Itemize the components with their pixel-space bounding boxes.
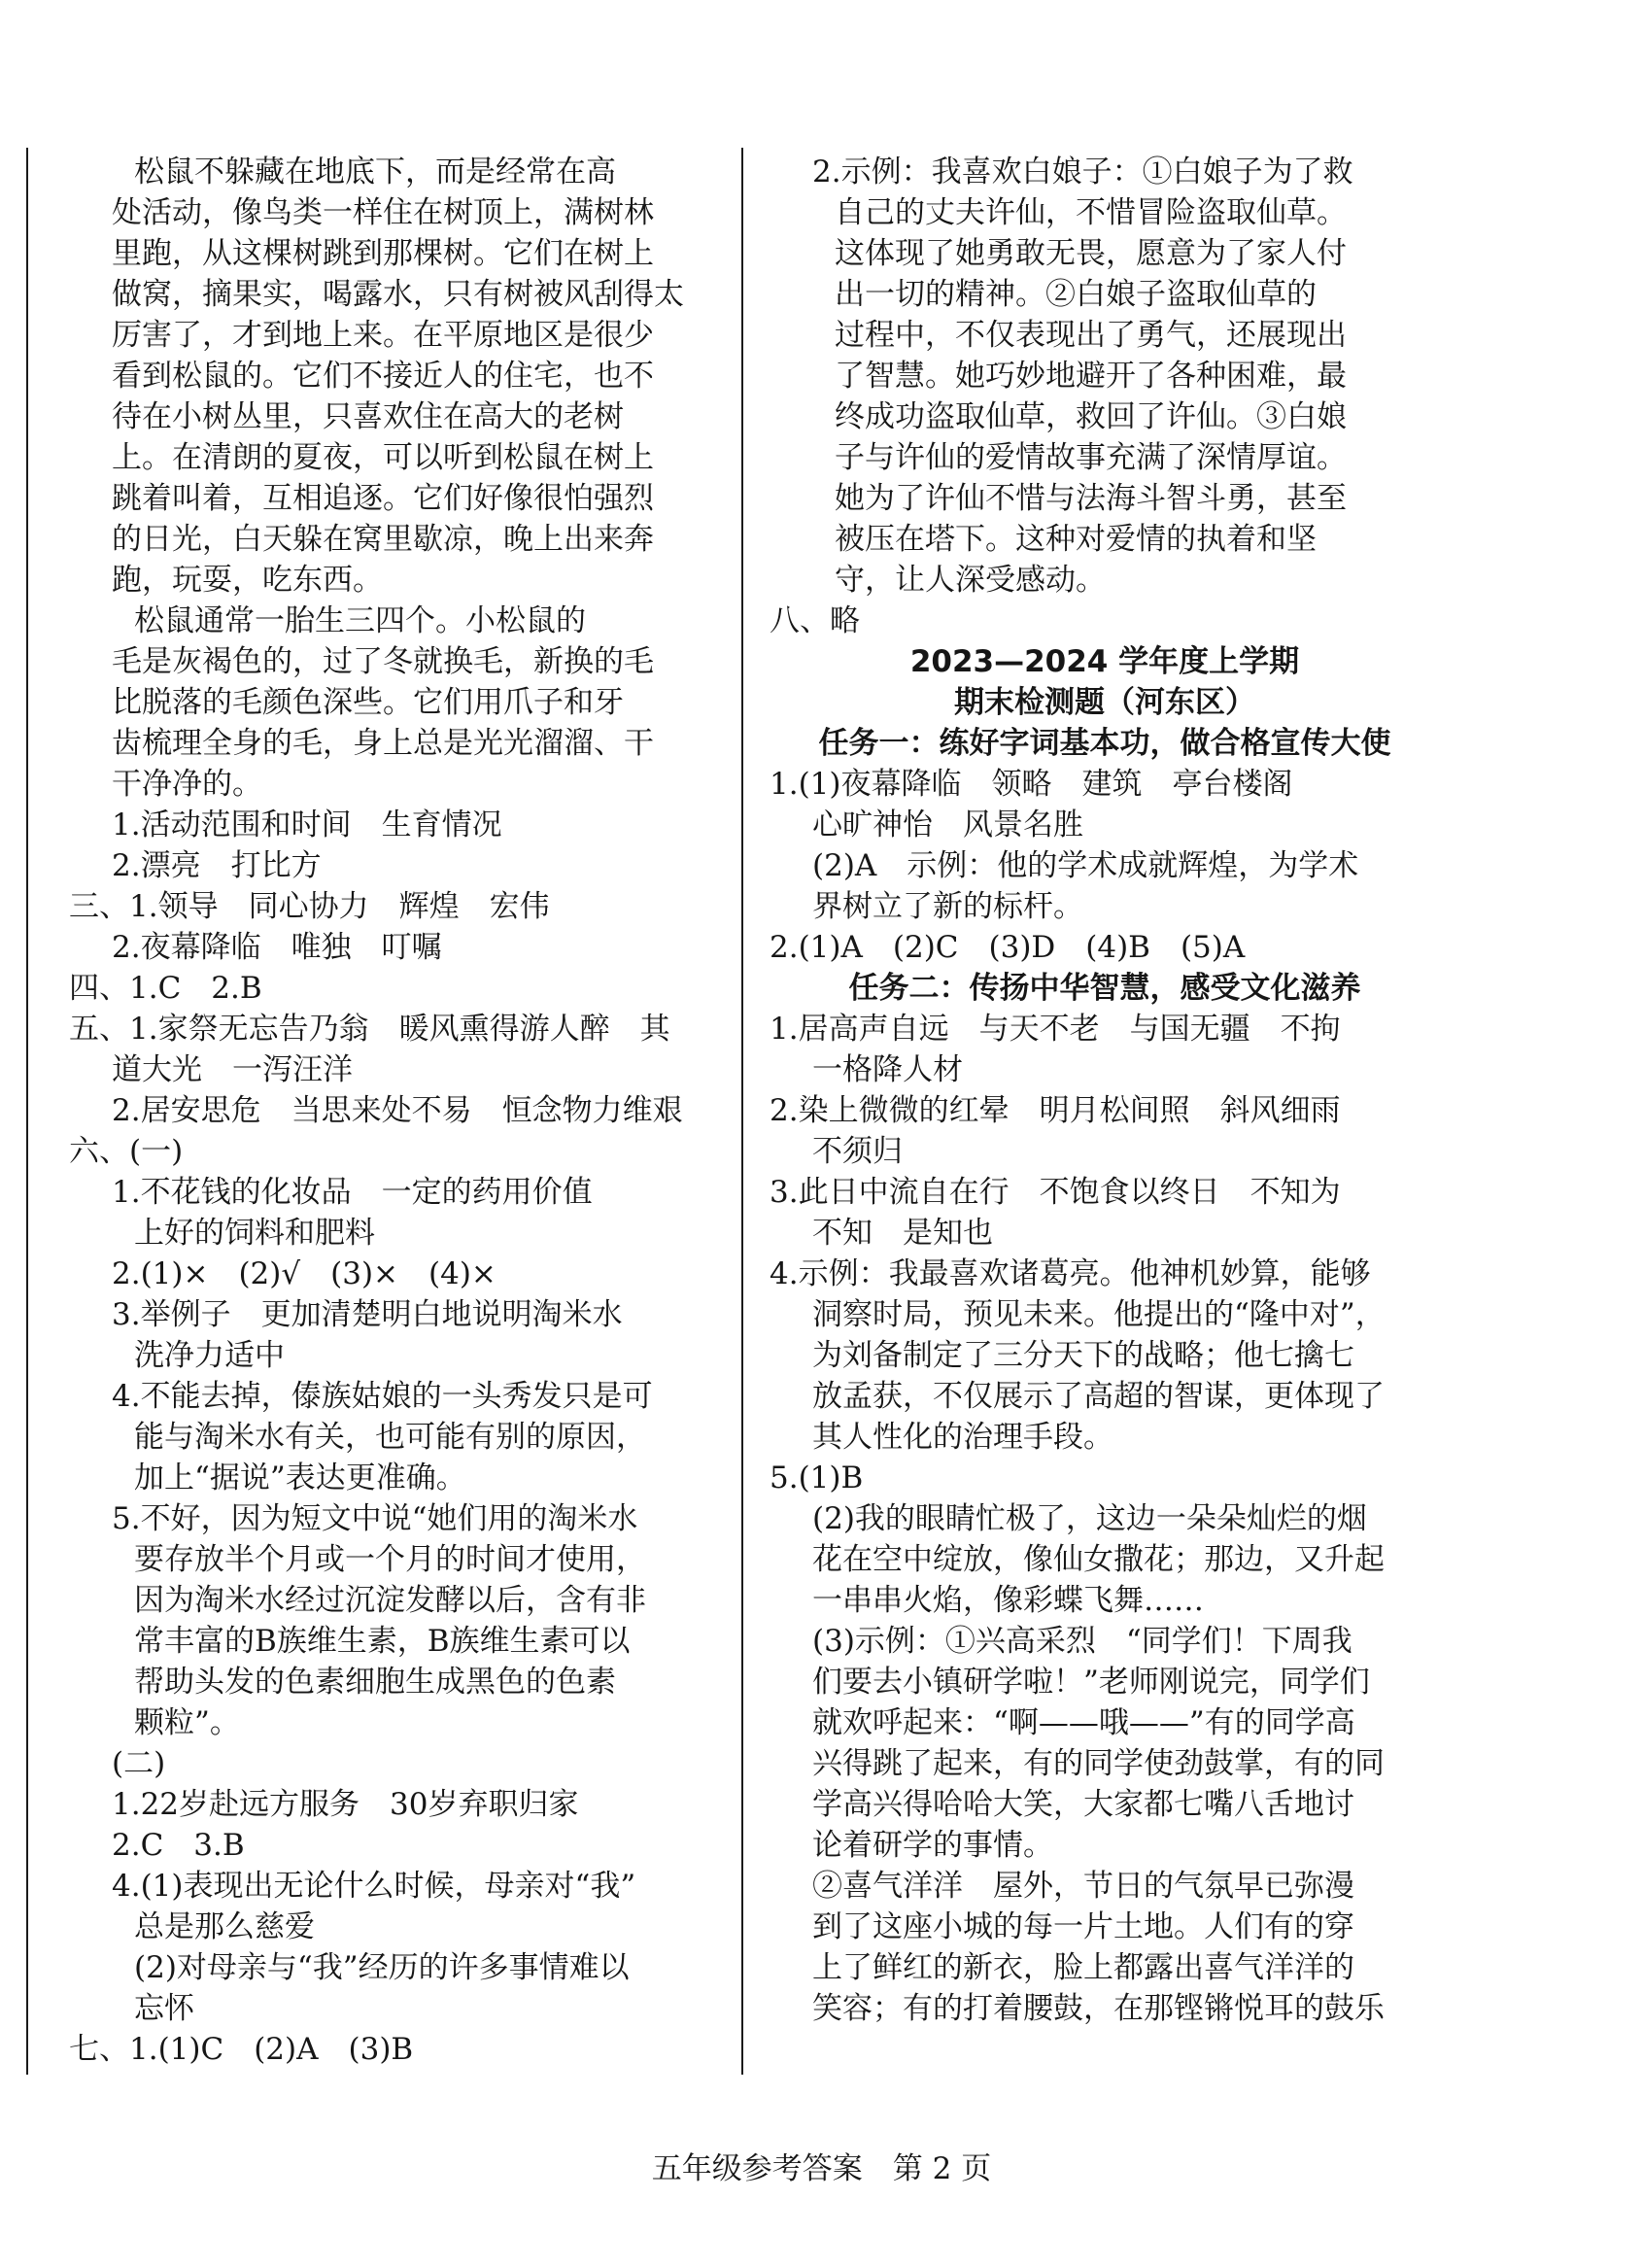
text-line: 常丰富的B族维生素，B族维生素可以 [134, 1624, 631, 1659]
text-line: 上好的饲料和肥料 [134, 1216, 375, 1251]
text-line: 不知 是知也 [812, 1216, 993, 1251]
text-line: 三、1.领导 同心协力 辉煌 宏伟 [69, 889, 550, 924]
text-line: 一格降人材 [812, 1052, 963, 1087]
text-line: 子与许仙的爱情故事充满了深情厚谊。 [835, 440, 1347, 475]
text-line: 的日光，白天躲在窝里歇凉，晚上出来奔 [112, 522, 654, 557]
text-line: 论着研学的事情。 [812, 1828, 1053, 1863]
text-line: 们要去小镇研学啦！”老师刚说完，同学们 [812, 1665, 1370, 1700]
text-line: 一串串火焰，像彩蝶飞舞…… [812, 1583, 1204, 1618]
text-line: 5.不好，因为短文中说“她们用的淘米水 [112, 1501, 638, 1536]
text-line: 就欢呼起来：“啊——哦——”有的同学高 [812, 1705, 1355, 1740]
text-line: 2.(1)× (2)√ (3)× (4)× [112, 1256, 496, 1291]
text-line: 2.C 3.B [112, 1828, 245, 1863]
text-line: 其人性化的治理手段。 [812, 1420, 1113, 1455]
page-footer: 五年级参考答案 第 2 页 [651, 2151, 992, 2186]
text-line: 做窝，摘果实，喝露水，只有树被风刮得太 [112, 277, 684, 312]
text-line: 上。在清朗的夏夜，可以听到松鼠在树上 [112, 440, 654, 475]
text-line: 过程中，不仅表现出了勇气，还展现出 [835, 318, 1347, 353]
text-line: 了智慧。她巧妙地避开了各种困难，最 [835, 359, 1347, 394]
left-margin-rule [26, 148, 28, 2075]
text-line: 2.示例：我喜欢白娘子：①白娘子为了救 [812, 155, 1353, 189]
text-line: 洞察时局，预见未来。他提出的“隆中对”， [812, 1297, 1386, 1332]
text-line: 为刘备制定了三分天下的战略；他七擒七 [812, 1338, 1354, 1373]
text-line: 要存放半个月或一个月的时间才使用， [134, 1542, 646, 1577]
left-column [69, 152, 705, 2070]
text-line: (2)A 示例：他的学术成就辉煌，为学术 [812, 848, 1359, 883]
text-line: 她为了许仙不惜与法海斗智斗勇，甚至 [835, 481, 1347, 516]
text-line: 5.(1)B [770, 1460, 864, 1495]
section-heading: 任务二：传扬中华智慧，感受文化滋养 [848, 971, 1361, 1006]
text-line: 八、略 [770, 603, 860, 638]
section-heading: 2023—2024 学年度上学期 [909, 644, 1300, 679]
text-line: 出一切的精神。②白娘子盗取仙草的 [835, 277, 1317, 312]
text-line: (3)示例：①兴高采烈 “同学们！下周我 [812, 1624, 1352, 1659]
text-line: 待在小树丛里，只喜欢住在高大的老树 [112, 399, 624, 434]
text-line: 1.活动范围和时间 生育情况 [112, 808, 502, 842]
text-line: 守，让人深受感动。 [835, 563, 1106, 598]
text-line: (2)我的眼睛忙极了，这边一朵朵灿烂的烟 [812, 1501, 1367, 1536]
text-line: 1.(1)夜幕降临 领略 建筑 亭台楼阁 [770, 767, 1293, 802]
text-line: 4.不能去掉，傣族姑娘的一头秀发只是可 [112, 1379, 653, 1414]
text-line: 终成功盗取仙草，救回了许仙。③白娘 [835, 399, 1347, 434]
text-line: 干净净的。 [112, 767, 262, 802]
text-line: 这体现了她勇敢无畏，愿意为了家人付 [835, 236, 1347, 271]
text-line: 花在空中绽放，像仙女撒花；那边，又升起 [812, 1542, 1385, 1577]
text-line: 总是那么慈爱 [134, 1909, 315, 1944]
text-line: 四、1.C 2.B [69, 971, 262, 1006]
text-line: 松鼠通常一胎生三四个。小松鼠的 [134, 603, 586, 638]
text-line: 七、1.(1)C (2)A (3)B [69, 2032, 414, 2067]
text-line: 学高兴得哈哈大笑，大家都七嘴八舌地讨 [812, 1787, 1354, 1822]
text-line: (二) [112, 1746, 166, 1781]
text-line: 能与淘米水有关，也可能有别的原因， [134, 1420, 646, 1455]
text-line: 处活动，像鸟类一样住在树顶上，满树林 [112, 195, 654, 230]
text-line: 4.(1)表现出无论什么时候，母亲对“我” [112, 1869, 636, 1904]
text-line: 1.22岁赴远方服务 30岁弃职归家 [112, 1787, 579, 1822]
section-heading: 任务一：练好字词基本功，做合格宣传大使 [818, 726, 1391, 761]
text-line: 4.示例：我最喜欢诸葛亮。他神机妙算，能够 [770, 1256, 1371, 1291]
text-line: 厉害了，才到地上来。在平原地区是很少 [112, 318, 654, 353]
text-line: 放孟获，不仅展示了高超的智谋，更体现了 [812, 1379, 1385, 1414]
text-line: 帮助头发的色素细胞生成黑色的色素 [134, 1665, 616, 1700]
text-line: 道大光 一泻汪洋 [112, 1052, 353, 1087]
text-line: 加上“据说”表达更准确。 [134, 1460, 466, 1495]
text-line: 颗粒”。 [134, 1705, 240, 1740]
column-divider-rule [741, 148, 743, 2075]
right-column [770, 152, 1440, 2029]
text-line: 六、(一) [69, 1134, 184, 1169]
text-line: 齿梳理全身的毛，身上总是光光溜溜、干 [112, 726, 654, 761]
text-line: 1.居高声自远 与天不老 与国无疆 不拘 [770, 1012, 1341, 1047]
text-line: 2.夜幕降临 唯独 叮嘱 [112, 930, 442, 965]
text-line: (2)对母亲与“我”经历的许多事情难以 [134, 1950, 630, 1985]
text-line: 五、1.家祭无忘告乃翁 暖风熏得游人醉 其 [69, 1012, 670, 1047]
text-line: 忘怀 [134, 1991, 194, 2026]
text-line: 跳着叫着，互相追逐。它们好像很怕强烈 [112, 481, 654, 516]
text-line: 比脱落的毛颜色深些。它们用爪子和牙 [112, 685, 624, 720]
text-line: 到了这座小城的每一片土地。人们有的穿 [812, 1909, 1354, 1944]
text-line: 看到松鼠的。它们不接近人的住宅，也不 [112, 359, 654, 394]
text-line: 松鼠不躲藏在地底下，而是经常在高 [134, 155, 616, 189]
text-line: 2.居安思危 当思来处不易 恒念物力维艰 [112, 1093, 683, 1128]
text-line: 被压在塔下。这种对爱情的执着和坚 [835, 522, 1317, 557]
text-line: 毛是灰褐色的，过了冬就换毛，新换的毛 [112, 644, 654, 679]
text-line: 2.染上微微的红晕 明月松间照 斜风细雨 [770, 1093, 1341, 1128]
text-line: 心旷神怡 风景名胜 [812, 808, 1083, 842]
text-line: 因为淘米水经过沉淀发酵以后，含有非 [134, 1583, 646, 1618]
text-line: 上了鲜红的新衣，脸上都露出喜气洋洋的 [812, 1950, 1354, 1985]
text-line: 3.举例子 更加清楚明白地说明淘米水 [112, 1297, 623, 1332]
text-line: 洗净力适中 [134, 1338, 285, 1373]
text-line: 里跑，从这棵树跳到那棵树。它们在树上 [112, 236, 654, 271]
section-heading: 期末检测题（河东区） [954, 685, 1255, 720]
text-line: 笑容；有的打着腰鼓，在那铿锵悦耳的鼓乐 [812, 1991, 1385, 2026]
text-line: 自己的丈夫许仙，不惜冒险盗取仙草。 [835, 195, 1347, 230]
text-line: 不须归 [812, 1134, 903, 1169]
text-line: 跑，玩耍，吃东西。 [112, 563, 383, 598]
text-line: 2.漂亮 打比方 [112, 848, 322, 883]
text-line: ②喜气洋洋 屋外，节日的气氛早已弥漫 [812, 1869, 1354, 1904]
text-line: 兴得跳了起来，有的同学使劲鼓掌，有的同 [812, 1746, 1385, 1781]
text-line: 1.不花钱的化妆品 一定的药用价值 [112, 1175, 593, 1210]
text-line: 3.此日中流自在行 不饱食以终日 不知为 [770, 1175, 1341, 1210]
text-line: 2.(1)A (2)C (3)D (4)B (5)A [770, 930, 1246, 965]
text-line: 界树立了新的标杆。 [812, 889, 1083, 924]
